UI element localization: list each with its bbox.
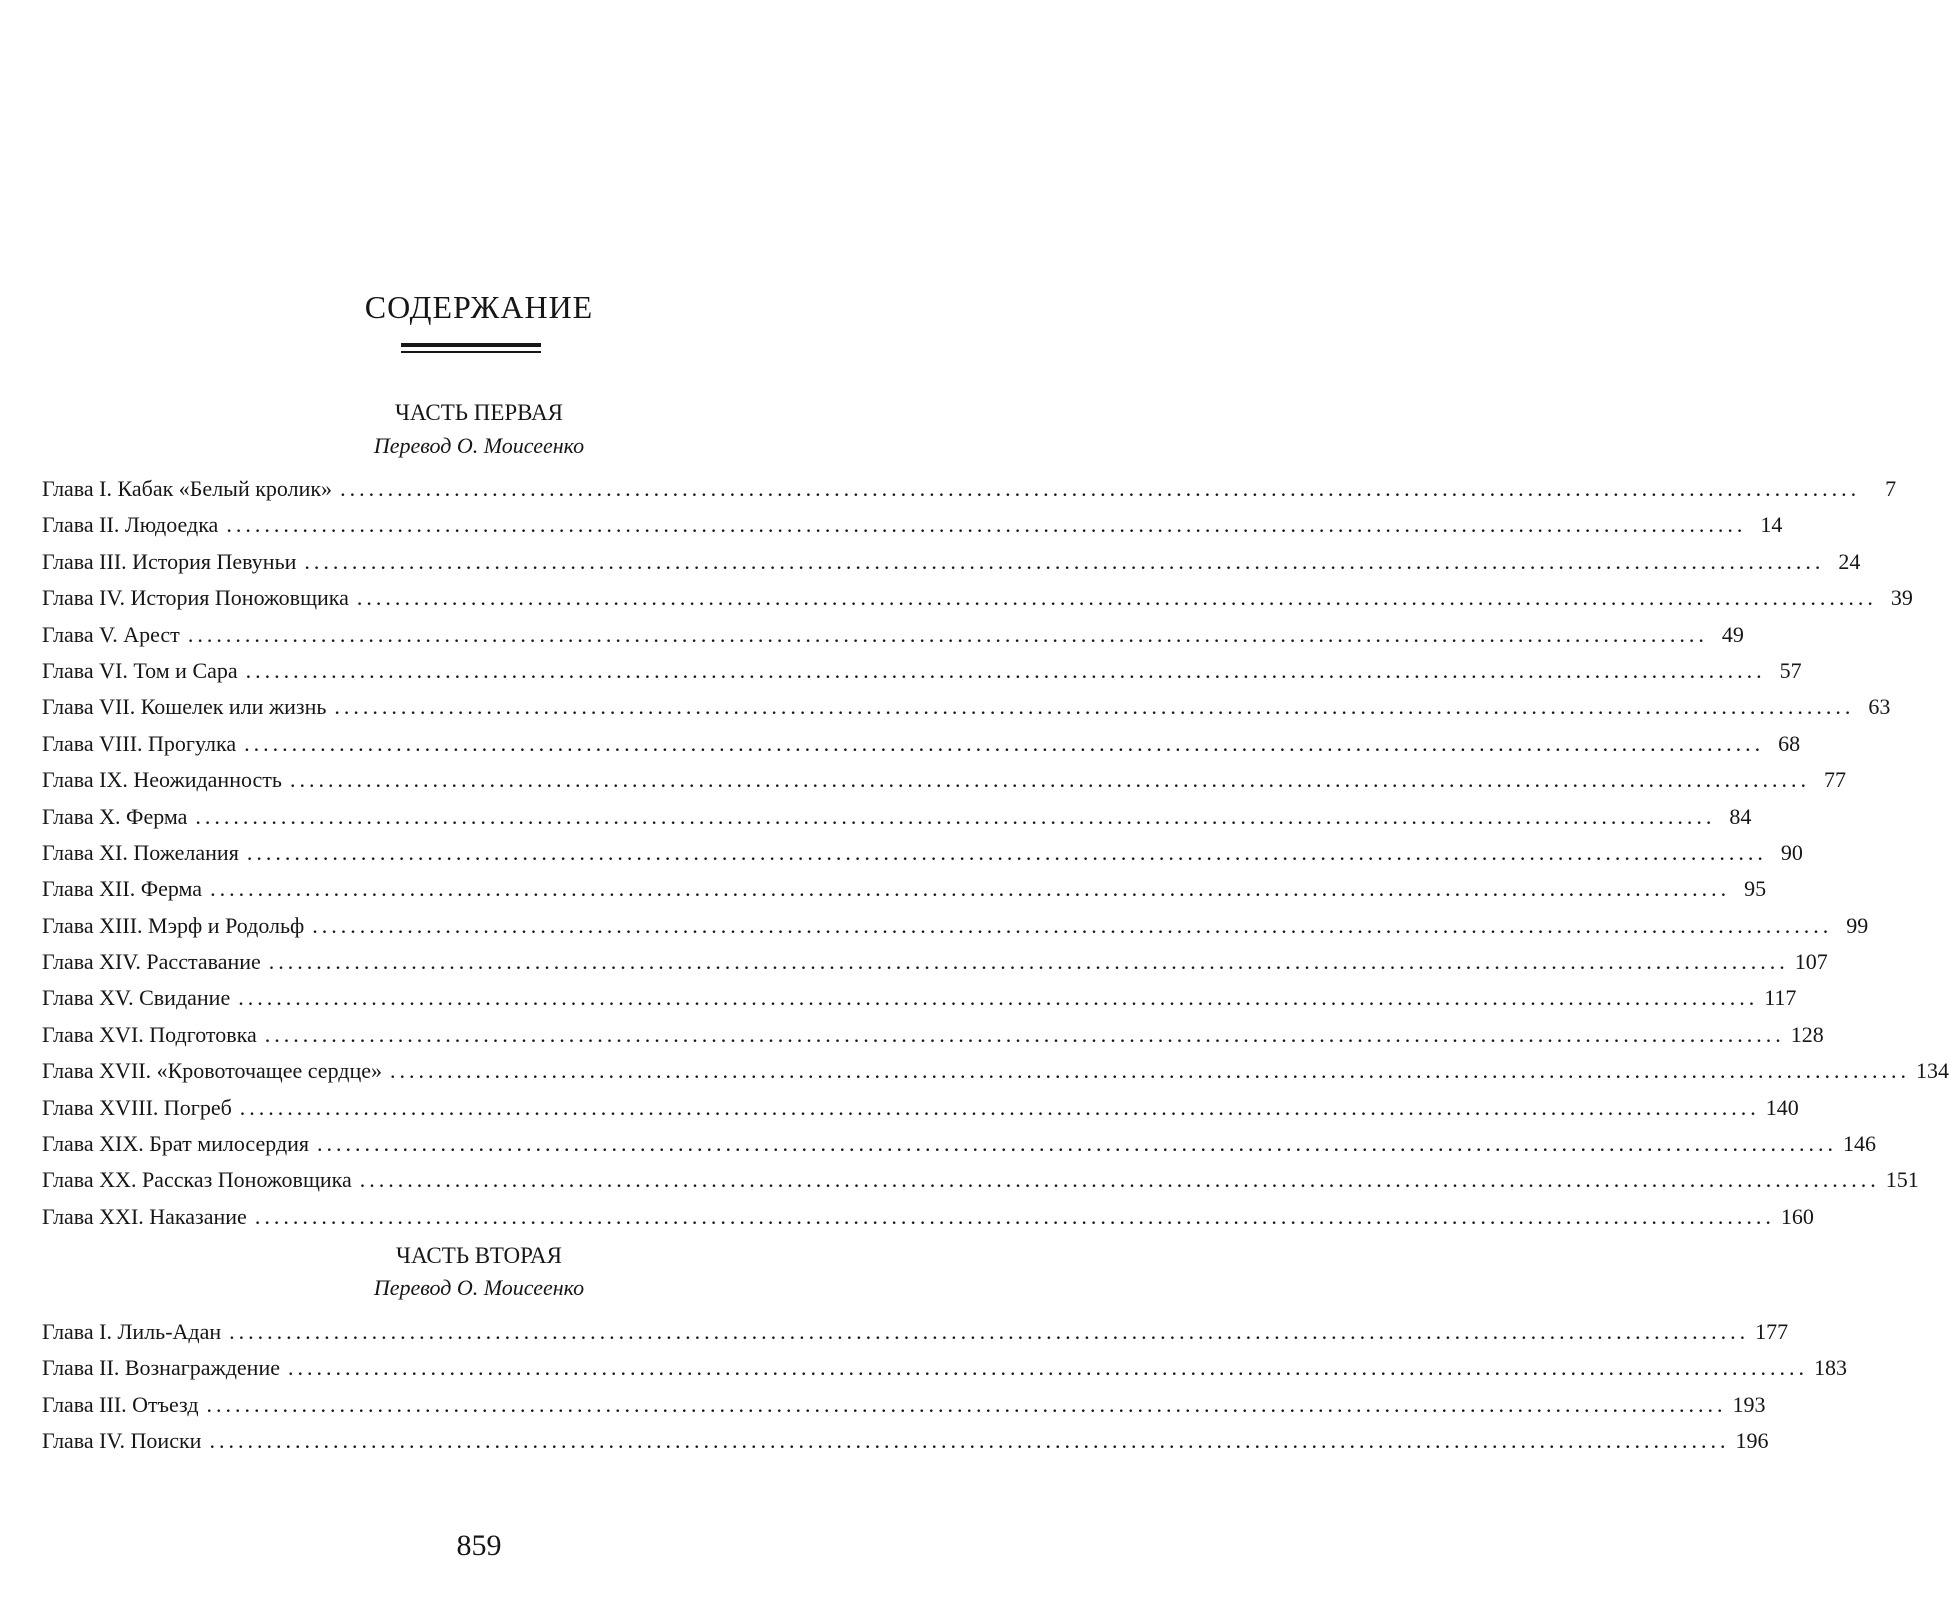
entry-page-number: 84 xyxy=(1729,803,1752,829)
entry-label: Глава XVIII. Погреб xyxy=(42,1094,232,1120)
title-double-rule xyxy=(401,343,541,353)
leader-dots: ................................................................................................................................................................ xyxy=(317,1131,1838,1157)
toc-entry[interactable] xyxy=(42,726,1801,762)
leader-dots: ................................................................................................................................................................ xyxy=(195,803,1716,829)
entry-label: Глава XXI. Наказание xyxy=(42,1203,247,1229)
leader-dots: ................................................................................................................................................................ xyxy=(287,1355,1808,1381)
leader-dots: ................................................................................................................................................................ xyxy=(356,585,1877,611)
leader-dots: ................................................................................................................................................................ xyxy=(268,949,1789,975)
toc-entry[interactable] xyxy=(42,580,1913,616)
leader-dots: ................................................................................................................................................................ xyxy=(245,657,1766,683)
entry-label: Глава IV. Поиски xyxy=(42,1428,202,1454)
entry-page-number: 99 xyxy=(1846,912,1869,938)
entry-label: Глава XII. Ферма xyxy=(42,876,203,902)
entry-label: Глава V. Арест xyxy=(42,621,180,647)
toc-entry[interactable] xyxy=(42,471,1897,507)
part-one-toc-list xyxy=(42,471,1949,1235)
entry-page-number: 117 xyxy=(1764,985,1797,1011)
leader-dots: ................................................................................................................................................................ xyxy=(187,621,1708,647)
part-two-translator: Перевод О. Моисеенко xyxy=(373,1275,585,1300)
leader-dots: ................................................................................................................................................................ xyxy=(334,694,1855,720)
entry-page-number: 77 xyxy=(1823,767,1846,793)
entry-page-number: 134 xyxy=(1916,1058,1949,1084)
toc-entry[interactable] xyxy=(42,1423,1769,1459)
entry-label: Глава X. Ферма xyxy=(42,803,188,829)
entry-page-number: 146 xyxy=(1843,1131,1877,1157)
entry-label: Глава XIV. Расставание xyxy=(42,949,261,975)
rule-thick-line xyxy=(401,343,541,347)
entry-label: Глава VI. Том и Сара xyxy=(42,657,238,683)
leader-dots: ................................................................................................................................................................ xyxy=(209,1428,1730,1454)
entry-label: Глава XIX. Брат милосердия xyxy=(42,1131,310,1157)
part-one-translator: Перевод О. Моисеенко xyxy=(373,433,585,458)
entry-label: Глава IX. Неожиданность xyxy=(42,767,282,793)
toc-entry[interactable] xyxy=(42,1162,1919,1198)
toc-entry[interactable] xyxy=(42,1314,1789,1350)
leader-dots: ................................................................................................................................................................ xyxy=(390,1058,1911,1084)
toc-entry[interactable] xyxy=(42,653,1802,689)
leader-dots: ................................................................................................................................................................ xyxy=(210,876,1731,902)
entry-label: Глава VII. Кошелек или жизнь xyxy=(42,694,327,720)
part-two-title: ЧАСТЬ ВТОРАЯ xyxy=(396,1243,562,1268)
entry-label: Глава I. Лиль-Адан xyxy=(42,1319,222,1344)
page-title: СОДЕРЖАНИЕ xyxy=(364,289,594,325)
part-two-toc-list xyxy=(42,1314,1847,1460)
toc-entry[interactable] xyxy=(42,1053,1949,1089)
toc-entry[interactable] xyxy=(42,1199,1814,1235)
entry-page-number: 68 xyxy=(1778,730,1801,756)
toc-entry[interactable] xyxy=(42,980,1797,1016)
entry-label: Глава II. Вознаграждение xyxy=(42,1355,280,1381)
entry-label: Глава XVII. «Кровоточащее сердце» xyxy=(42,1058,383,1084)
toc-entry[interactable] xyxy=(42,908,1869,944)
leader-dots: ................................................................................................................................................................ xyxy=(226,512,1747,538)
toc-entry[interactable] xyxy=(42,617,1744,653)
leader-dots: ................................................................................................................................................................ xyxy=(312,912,1833,938)
leader-dots: ................................................................................................................................................................ xyxy=(254,1203,1775,1229)
leader-dots: ................................................................................................................................................................ xyxy=(264,1021,1785,1047)
leader-dots: ................................................................................................................................................................ xyxy=(229,1319,1750,1344)
entry-page-number: 7 xyxy=(1885,476,1897,501)
entry-label: Глава IV. История Поножовщика xyxy=(42,585,349,611)
entry-label: Глава III. История Певуньи xyxy=(42,548,297,574)
toc-entry[interactable] xyxy=(42,507,1783,543)
entry-page-number: 183 xyxy=(1813,1355,1847,1381)
entry-page-number: 24 xyxy=(1838,548,1861,574)
page-number: 859 xyxy=(456,1529,502,1562)
toc-entry[interactable] xyxy=(42,689,1891,725)
entry-page-number: 177 xyxy=(1755,1319,1789,1344)
toc-entry[interactable] xyxy=(42,944,1828,980)
entry-page-number: 63 xyxy=(1868,694,1891,720)
leader-dots: ................................................................................................................................................................ xyxy=(206,1391,1727,1417)
entry-page-number: 95 xyxy=(1744,876,1767,902)
entry-label: Глава VIII. Прогулка xyxy=(42,730,237,756)
entry-page-number: 140 xyxy=(1765,1094,1799,1120)
leader-dots: ................................................................................................................................................................ xyxy=(244,730,1765,756)
toc-entry[interactable] xyxy=(42,799,1752,835)
entry-label: Глава XV. Свидание xyxy=(42,985,231,1011)
entry-page-number: 128 xyxy=(1790,1021,1824,1047)
entry-label: Глава XI. Пожелания xyxy=(42,839,239,865)
leader-dots: ................................................................................................................................................................ xyxy=(340,476,1861,501)
leader-dots: ................................................................................................................................................................ xyxy=(238,985,1759,1011)
entry-label: Глава XIII. Мэрф и Родольф xyxy=(42,912,305,938)
entry-page-number: 90 xyxy=(1780,839,1803,865)
toc-entry[interactable] xyxy=(42,1017,1824,1053)
leader-dots: ................................................................................................................................................................ xyxy=(359,1167,1880,1193)
toc-entry[interactable] xyxy=(42,762,1846,798)
entry-label: Глава XVI. Подготовка xyxy=(42,1021,257,1047)
entry-page-number: 196 xyxy=(1735,1428,1769,1454)
entry-page-number: 160 xyxy=(1780,1203,1814,1229)
leader-dots: ................................................................................................................................................................ xyxy=(246,839,1767,865)
toc-entry[interactable] xyxy=(42,1090,1799,1126)
toc-entry[interactable] xyxy=(42,1126,1877,1162)
entry-page-number: 193 xyxy=(1732,1391,1766,1417)
toc-entry[interactable] xyxy=(42,1387,1766,1423)
entry-page-number: 14 xyxy=(1760,512,1783,538)
leader-dots: ................................................................................................................................................................ xyxy=(289,767,1810,793)
entry-page-number: 49 xyxy=(1721,621,1744,647)
entry-label: Глава III. Отъезд xyxy=(42,1391,199,1417)
entry-page-number: 151 xyxy=(1885,1167,1919,1193)
toc-entry[interactable] xyxy=(42,544,1861,580)
toc-entry[interactable] xyxy=(42,1350,1847,1386)
entry-label: Глава I. Кабак «Белый кролик» xyxy=(42,476,333,501)
entry-page-number: 39 xyxy=(1890,585,1913,611)
leader-dots: ................................................................................................................................................................ xyxy=(239,1094,1760,1120)
part-one-title: ЧАСТЬ ПЕРВАЯ xyxy=(394,400,564,425)
entry-label: Глава II. Людоедка xyxy=(42,512,219,538)
rule-thin-line xyxy=(401,351,541,353)
entry-page-number: 107 xyxy=(1794,949,1828,975)
leader-dots: ................................................................................................................................................................ xyxy=(304,548,1825,574)
toc-entry[interactable] xyxy=(42,871,1767,907)
toc-entry[interactable] xyxy=(42,835,1803,871)
entry-label: Глава XX. Рассказ Поножовщика xyxy=(42,1167,352,1193)
entry-page-number: 57 xyxy=(1779,657,1802,683)
